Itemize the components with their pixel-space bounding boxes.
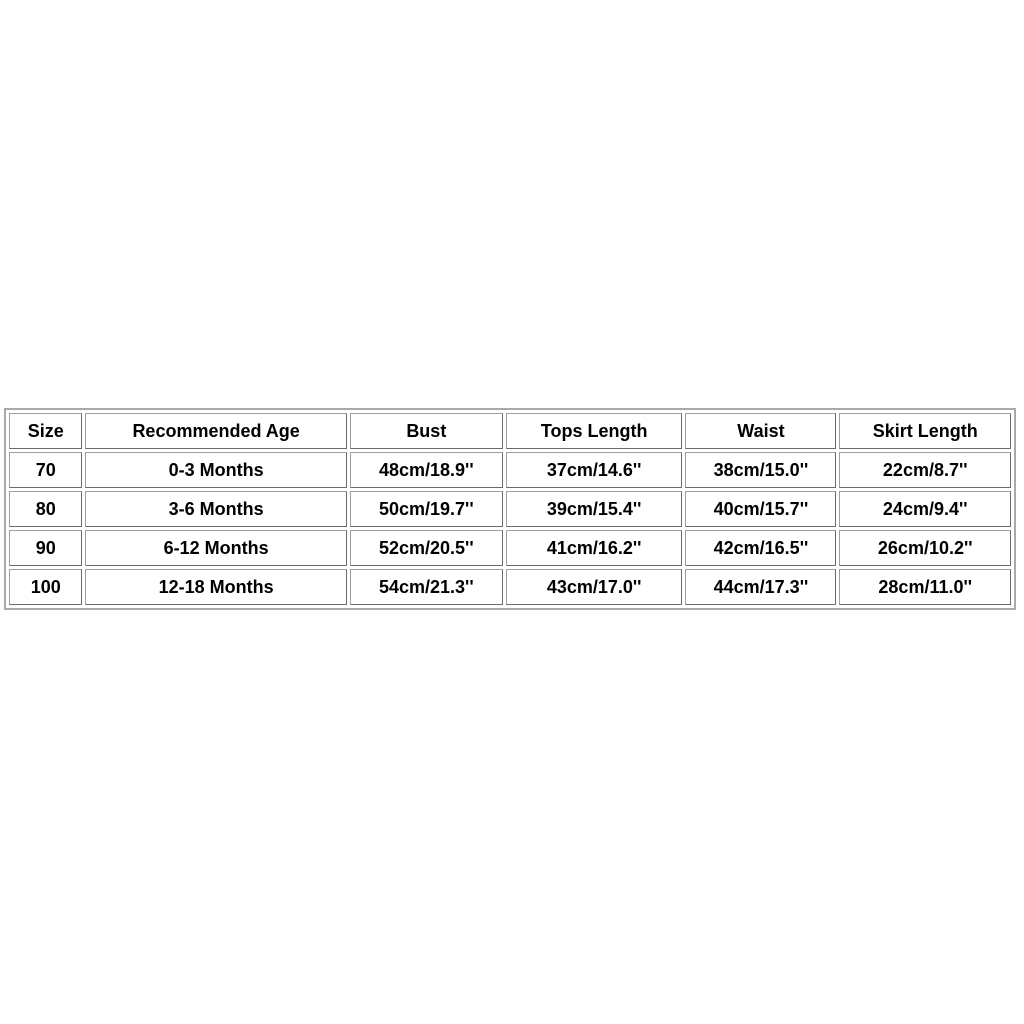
cell-skirt-length: 26cm/10.2'' [839,530,1011,566]
cell-waist: 40cm/15.7'' [685,491,836,527]
header-tops-length: Tops Length [506,413,683,449]
cell-waist: 38cm/15.0'' [685,452,836,488]
cell-tops-length: 43cm/17.0'' [506,569,683,605]
header-size: Size [9,413,82,449]
cell-skirt-length: 22cm/8.7'' [839,452,1011,488]
table-row [9,569,1011,605]
size-chart-table [4,408,1016,610]
cell-waist: 44cm/17.3'' [685,569,836,605]
cell-size: 100 [9,569,82,605]
cell-tops-length: 41cm/16.2'' [506,530,683,566]
cell-bust: 50cm/19.7'' [350,491,503,527]
table-header-row [9,413,1011,449]
header-waist: Waist [685,413,836,449]
table-row [9,491,1011,527]
header-skirt-length: Skirt Length [839,413,1011,449]
header-recommended-age: Recommended Age [85,413,346,449]
cell-waist: 42cm/16.5'' [685,530,836,566]
cell-size: 90 [9,530,82,566]
cell-bust: 54cm/21.3'' [350,569,503,605]
cell-recommended-age: 6-12 Months [85,530,346,566]
cell-skirt-length: 24cm/9.4'' [839,491,1011,527]
cell-size: 70 [9,452,82,488]
cell-bust: 52cm/20.5'' [350,530,503,566]
cell-bust: 48cm/18.9'' [350,452,503,488]
table-row [9,530,1011,566]
table-row [9,452,1011,488]
cell-tops-length: 39cm/15.4'' [506,491,683,527]
cell-recommended-age: 12-18 Months [85,569,346,605]
cell-recommended-age: 3-6 Months [85,491,346,527]
cell-skirt-length: 28cm/11.0'' [839,569,1011,605]
cell-size: 80 [9,491,82,527]
header-bust: Bust [350,413,503,449]
cell-tops-length: 37cm/14.6'' [506,452,683,488]
cell-recommended-age: 0-3 Months [85,452,346,488]
